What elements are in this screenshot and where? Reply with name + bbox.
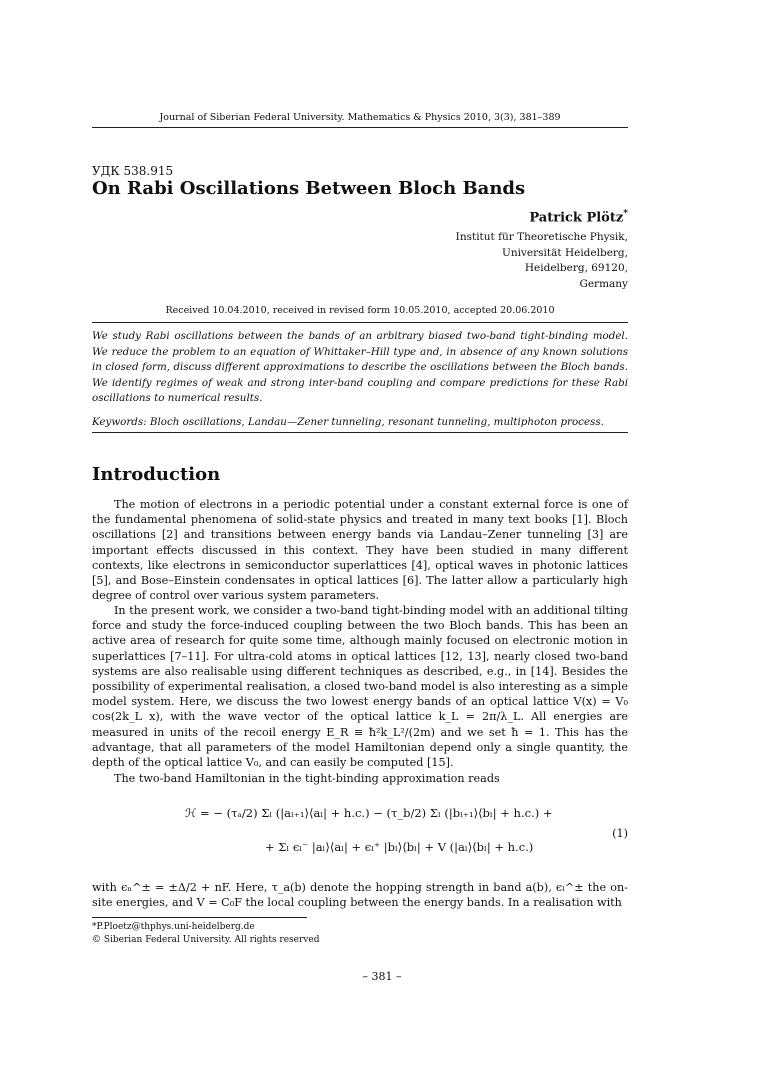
journal-header: Journal of Siberian Federal University. Mathematics & Physics 2010, 3(3), 381–389 bbox=[159, 112, 561, 123]
equation-line-1: ℋ = − (τₐ/2) Σₗ (|aₗ₊₁⟩⟨aₗ| + h.c.) − (τ_b/2) Σₗ (|bₗ₊₁⟩⟨bₗ| + h.c.) + bbox=[185, 806, 553, 820]
equation-hamiltonian bbox=[185, 800, 555, 860]
keywords: Keywords: Bloch oscillations, Landau—Zener tunneling, resonant tunneling, multiphoton process. bbox=[92, 416, 604, 428]
udk-code: УДК 538.915 bbox=[92, 164, 174, 178]
abstract: We study Rabi oscillations between the bands of an arbitrary biased two-band tight-binding model. We reduce the problem to an equation of Whittaker–Hill type and, in absence of any known solutions in closed form, discuss different approximations to describe the oscillations between the Bloch bands. We identify regimes of weak and strong inter-band coupling and compare predictions for these Rabi oscillations to numerical results. bbox=[92, 330, 628, 404]
paragraph-3: The two-band Hamiltonian in the tight-binding approximation reads bbox=[114, 772, 500, 785]
footnote-copyright: © Siberian Federal University. All rights reserved bbox=[92, 935, 320, 945]
footnote-email: *P.Ploetz@thphys.uni-heidelberg.de bbox=[92, 922, 255, 932]
paragraph-1: The motion of electrons in a periodic potential under a constant external force is one of the fundamental phenomena of solid-state physics and treated in many text books [1]. Bloch oscillations [2] and transitions between energy bands via Landau–Zener tunneling [3] are important effects discussed in this context. They have been studied in many different contexts, like electrons in semiconductor superlattices [4], optical waves in photonic lattices [5], and Bose–Einstein condensates in optical lattices [6]. The latter allow a particularly high degree of control over various system parameters. bbox=[92, 498, 628, 603]
paper-title: On Rabi Oscillations Between Bloch Bands bbox=[92, 178, 526, 199]
affiliation-line: Heidelberg, 69120, bbox=[524, 262, 628, 274]
equation-line-2: + Σₗ ϵₗ⁻ |aₗ⟩⟨aₗ| + ϵₗ⁺ |bₗ⟩⟨bₗ| + V (|aₗ⟩⟨bₗ| + h.c.) bbox=[265, 840, 534, 854]
abstract-top-rule bbox=[92, 322, 628, 323]
author-footnote-mark: * bbox=[623, 208, 628, 219]
author-name-text: Patrick Plötz bbox=[529, 210, 624, 226]
affiliation-line: Universität Heidelberg, bbox=[502, 246, 628, 259]
footnote-rule bbox=[92, 917, 307, 918]
affiliation-line: Institut für Theoretische Physik, bbox=[455, 231, 628, 243]
abstract-bottom-rule bbox=[92, 432, 628, 433]
affiliation-line: Germany bbox=[579, 277, 628, 290]
paragraph-after-equation: with ϵₙ^± = ±Δ/2 + nF. Here, τ_a(b) denote the hopping strength in band a(b), ϵₗ^± the on-site energies, and V = C₀F the local coupling between the energy bands. In a realisation with bbox=[92, 881, 628, 910]
paragraph-2: In the present work, we consider a two-band tight-binding model with an additional tilting force and study the force-induced coupling between the two Bloch bands. This has been an active area of research for quite some time, although mainly focused on electronic motion in superlattices [7–11]. For ultra-cold atoms in optical lattices [12, 13], nearly closed two-band systems are also realisable using different techniques as described, e.g., in [14]. Besides the possibility of experimental realisation, a closed two-band model is also interesting as a simple model system. Here, we discuss the two lowest energy bands of an optical lattice V(x) = V₀ cos(2k_L x), with the wave vector of the optical lattice k_L = 2π/λ_L. All energies are measured in units of the recoil energy E_R ≡ ħ²k_L²/(2m) and we set ħ = 1. This has the advantage, that all parameters of the model Hamiltonian depend only a single quantity, the depth of the optical lattice V₀, and can easily be computed [15]. bbox=[92, 604, 628, 770]
equation-number: (1) bbox=[612, 827, 628, 840]
affiliation bbox=[456, 230, 628, 292]
header-rule bbox=[92, 127, 628, 128]
section-heading-introduction: Introduction bbox=[92, 464, 221, 485]
received-dates: Received 10.04.2010, received in revised form 10.05.2010, accepted 20.06.2010 bbox=[165, 305, 555, 316]
author-name bbox=[529, 208, 628, 225]
page-number: – 381 – bbox=[362, 970, 402, 983]
